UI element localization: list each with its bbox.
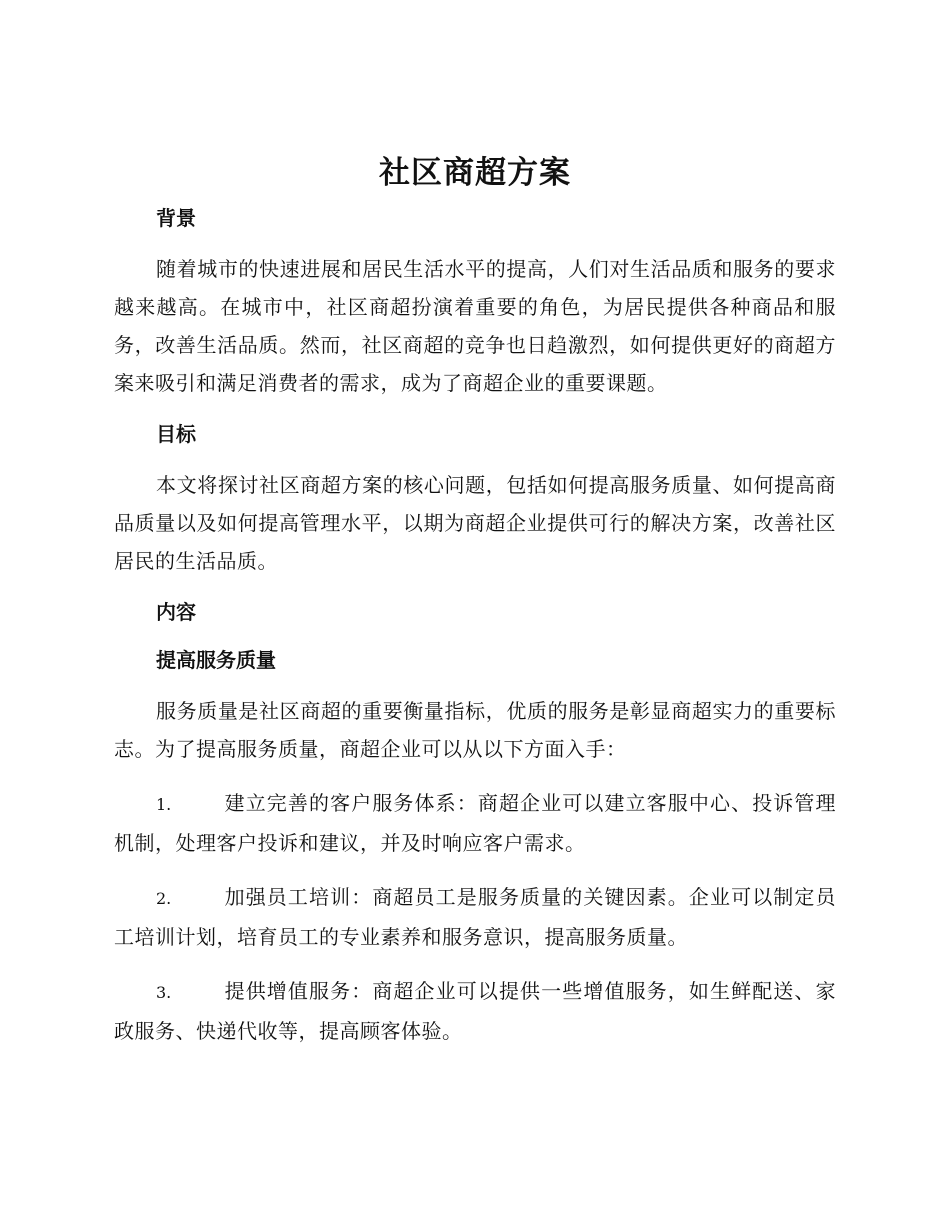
- subsection-heading-service-quality: 提高服务质量: [156, 648, 276, 672]
- section-goal: [114, 418, 836, 580]
- background-paragraph: 随着城市的快速进展和居民生活水平的提高，人们对生活品质和服务的要求越来越高。在城市中，社区商超扮演着重要的角色，为居民提供各种商品和服务，改善生活品质。然而，社区商超的竞争也日趋激烈，如何提供更好的商超方案来吸引和满足消费者的需求，成为了商超企业的重要课题。: [114, 257, 836, 395]
- section-heading-background: 背景: [156, 206, 196, 230]
- list-item: [114, 878, 836, 956]
- numbered-list: [114, 784, 836, 1050]
- section-service-quality: [114, 644, 836, 1050]
- list-item-number: 2.: [156, 889, 172, 908]
- section-content: [114, 596, 836, 628]
- goal-paragraph: 本文将探讨社区商超方案的核心问题，包括如何提高服务质量、如何提高商品质量以及如何提高管理水平，以期为商超企业提供可行的解决方案，改善社区居民的生活品质。: [114, 473, 836, 573]
- document-title: 社区商超方案: [379, 155, 571, 191]
- section-heading-goal: 目标: [156, 422, 196, 446]
- list-item-number: 1.: [156, 795, 172, 814]
- list-item-number: 3.: [156, 983, 172, 1002]
- list-item-text: 提供增值服务：商超企业可以提供一些增值服务，如生鲜配送、家政服务、快递代收等，提高顾客体验。: [114, 979, 836, 1043]
- section-background: [114, 202, 836, 402]
- list-item: [114, 784, 836, 862]
- service-quality-paragraph: 服务质量是社区商超的重要衡量指标，优质的服务是彰显商超实力的重要标志。为了提高服务质量，商超企业可以从以下方面入手：: [114, 699, 836, 761]
- list-item-text: 加强员工培训：商超员工是服务质量的关键因素。企业可以制定员工培训计划，培育员工的专业素养和服务意识，提高服务质量。: [114, 885, 836, 949]
- section-heading-content: 内容: [156, 600, 196, 624]
- list-item: [114, 972, 836, 1050]
- list-item-text: 建立完善的客户服务体系：商超企业可以建立客服中心、投诉管理机制，处理客户投诉和建议，并及时响应客户需求。: [114, 791, 836, 855]
